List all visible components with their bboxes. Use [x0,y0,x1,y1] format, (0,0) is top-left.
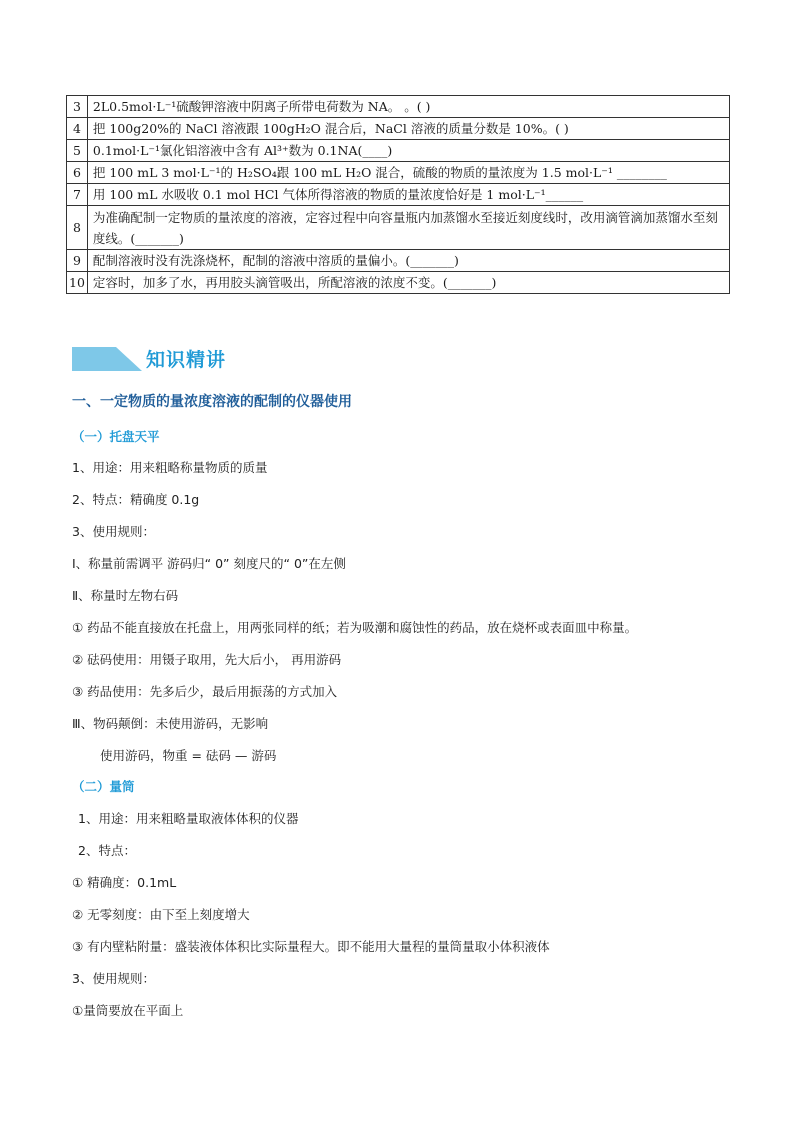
row-text: 为准确配制一定物质的量浓度的溶液，定容过程中向容量瓶内加蒸馏水至接近刻度线时，改用滴管滴加蒸馏水至刻度线。(_______) [87,206,729,250]
row-text: 0.1mol·L⁻¹氯化铝溶液中含有 Al³⁺数为 0.1NA(____) [87,140,729,162]
paragraph: 1、用途：用来粗略称量物质的质量 [72,460,268,475]
paragraph: Ⅰ、称量前需调平 游码归“ 0” 刻度尺的“ 0”在左侧 [72,556,346,571]
table-row [67,118,730,140]
paragraph: 3、使用规则： [72,971,155,986]
paragraph: 2、特点：精确度 0.1g [72,492,200,507]
table-row [67,162,730,184]
table-row [67,140,730,162]
row-number: 10 [67,272,88,294]
table-row [67,206,730,250]
row-number: 6 [67,162,88,184]
paragraph: 3、使用规则： [72,524,155,539]
row-number: 9 [67,250,88,272]
paragraph: ② 砝码使用：用镊子取用，先大后小， 再用游码 [72,652,342,667]
subheading-balance: （一）托盘天平 [72,429,160,444]
row-number: 8 [67,206,88,250]
section-heading: 一、一定物质的量浓度溶液的配制的仪器使用 [72,394,352,410]
row-number: 4 [67,118,88,140]
paragraph: ①量筒要放在平面上 [72,1003,184,1018]
paragraph: ③ 药品使用：先多后少，最后用振荡的方式加入 [72,684,338,699]
paragraph: Ⅱ、称量时左物右码 [72,588,179,603]
paragraph: 2、特点： [78,843,136,858]
row-number: 7 [67,184,88,206]
table-row [67,184,730,206]
row-text: 配制溶液时没有洗涤烧杯，配制的溶液中溶质的量偏小。(_______) [87,250,729,272]
table-row [67,272,730,294]
paragraph: ① 药品不能直接放在托盘上，用两张同样的纸；若为吸潮和腐蚀性的药品，放在烧杯或表面皿中称量。 [72,620,638,635]
subheading-cylinder: （二）量筒 [72,779,135,794]
row-text: 把 100 mL 3 mol·L⁻¹的 H₂SO₄跟 100 mL H₂O 混合，硫酸的物质的量浓度为 1.5 mol·L⁻¹ ________ [87,162,729,184]
row-text: 用 100 mL 水吸收 0.1 mol HCl 气体所得溶液的物质的量浓度恰好是 1 mol·L⁻¹______ [87,184,729,206]
paragraph: 使用游码，物重 = 砝码 — 游码 [100,748,277,763]
paragraph: ③ 有内壁粘附量：盛装液体体积比实际量程大。即不能用大量程的量筒量取小体积液体 [72,939,550,954]
table-row [67,96,730,118]
row-text: 定容时，加多了水，再用胶头滴管吸出，所配溶液的浓度不变。(_______) [87,272,729,294]
row-text: 把 100g20%的 NaCl 溶液跟 100gH₂O 混合后，NaCl 溶液的质量分数是 10%。( ) [87,118,729,140]
paragraph: Ⅲ、物码颠倒：未使用游码，无影响 [72,716,269,731]
paragraph: ② 无零刻度：由下至上刻度增大 [72,907,250,922]
row-number: 3 [67,96,88,118]
section-banner [72,343,282,373]
banner-title: 知识精讲 [146,349,227,371]
row-number: 5 [67,140,88,162]
paragraph: ① 精确度：0.1mL [72,875,177,890]
question-table [66,95,730,294]
paragraph: 1、用途：用来粗略量取液体体积的仪器 [78,811,299,826]
row-text: 2L0.5mol·L⁻¹硫酸钾溶液中阴离子所带电荷数为 NA。 。( ) [87,96,729,118]
table-row [67,250,730,272]
